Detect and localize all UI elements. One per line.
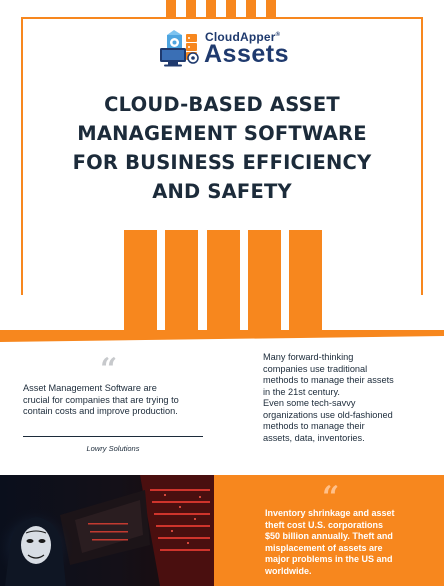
quote-attribution: Lowry Solutions xyxy=(86,444,140,453)
brand-logo xyxy=(158,26,298,72)
text-line: methods to manage their xyxy=(263,421,365,431)
registered-mark: ® xyxy=(275,32,281,38)
text-line: major problems in the US and xyxy=(265,554,393,564)
photo-illustration xyxy=(0,475,214,586)
headline-line: FOR BUSINESS EFFICIENCY xyxy=(72,151,372,174)
text-line: Asset Management Software are xyxy=(23,383,157,393)
text-line: Inventory shrinkage and asset xyxy=(265,508,395,518)
pillar xyxy=(248,230,281,332)
headline-line: AND SAFETY xyxy=(152,180,292,203)
text-line: Many forward-thinking xyxy=(263,352,354,362)
text-line: worldwide. xyxy=(265,565,312,576)
section-divider xyxy=(0,330,444,342)
brand-name-small: CloudApper® xyxy=(205,30,281,44)
left-quote-text xyxy=(23,383,213,418)
top-bar xyxy=(166,0,176,17)
pillar xyxy=(165,230,198,332)
top-bar xyxy=(206,0,216,17)
frame-left-line xyxy=(21,17,23,295)
top-bar xyxy=(246,0,256,17)
pillar xyxy=(289,230,322,332)
page-headline xyxy=(40,90,404,206)
decorative-pillars xyxy=(124,230,322,332)
brand-name-large: Assets xyxy=(204,40,289,68)
monitor-with-gear-and-server-icon xyxy=(158,28,200,68)
text-line: in the 21st century. xyxy=(263,386,340,397)
right-column-text xyxy=(263,352,433,444)
text-line: contain costs and improve production. xyxy=(23,406,178,416)
top-decorative-bars xyxy=(166,0,276,17)
text-line: assets, data, inventories. xyxy=(263,432,365,443)
frame-top-line xyxy=(21,17,423,19)
text-line: Even some tech-savvy xyxy=(263,398,356,408)
hooded-figure-with-mask-and-server-racks xyxy=(0,475,214,586)
text-line: methods to manage their assets xyxy=(263,375,394,385)
pillar xyxy=(207,230,240,332)
headline-line: MANAGEMENT SOFTWARE xyxy=(77,122,367,145)
text-line: crucial for companies that are trying to xyxy=(23,394,179,405)
text-line: companies use traditional xyxy=(263,363,368,374)
paragraph xyxy=(263,398,433,444)
top-bar xyxy=(226,0,236,17)
paragraph xyxy=(263,352,433,398)
text-line: misplacement of assets are xyxy=(265,542,383,553)
bottom-quote-text xyxy=(265,508,425,577)
top-bar xyxy=(186,0,196,17)
text-line: $50 billion annually. Theft and xyxy=(265,531,393,541)
top-bar xyxy=(266,0,276,17)
frame-right-line xyxy=(421,17,423,295)
quote-mark-icon: “ xyxy=(100,352,118,387)
quote-mark-icon: “ xyxy=(322,480,340,515)
quote-divider-line xyxy=(23,436,203,437)
text-line: theft cost U.S. corporations xyxy=(265,519,384,530)
headline-line: CLOUD-BASED ASSET xyxy=(104,93,340,116)
pillar xyxy=(124,230,157,332)
text-line: organizations use old-fashioned xyxy=(263,409,393,420)
